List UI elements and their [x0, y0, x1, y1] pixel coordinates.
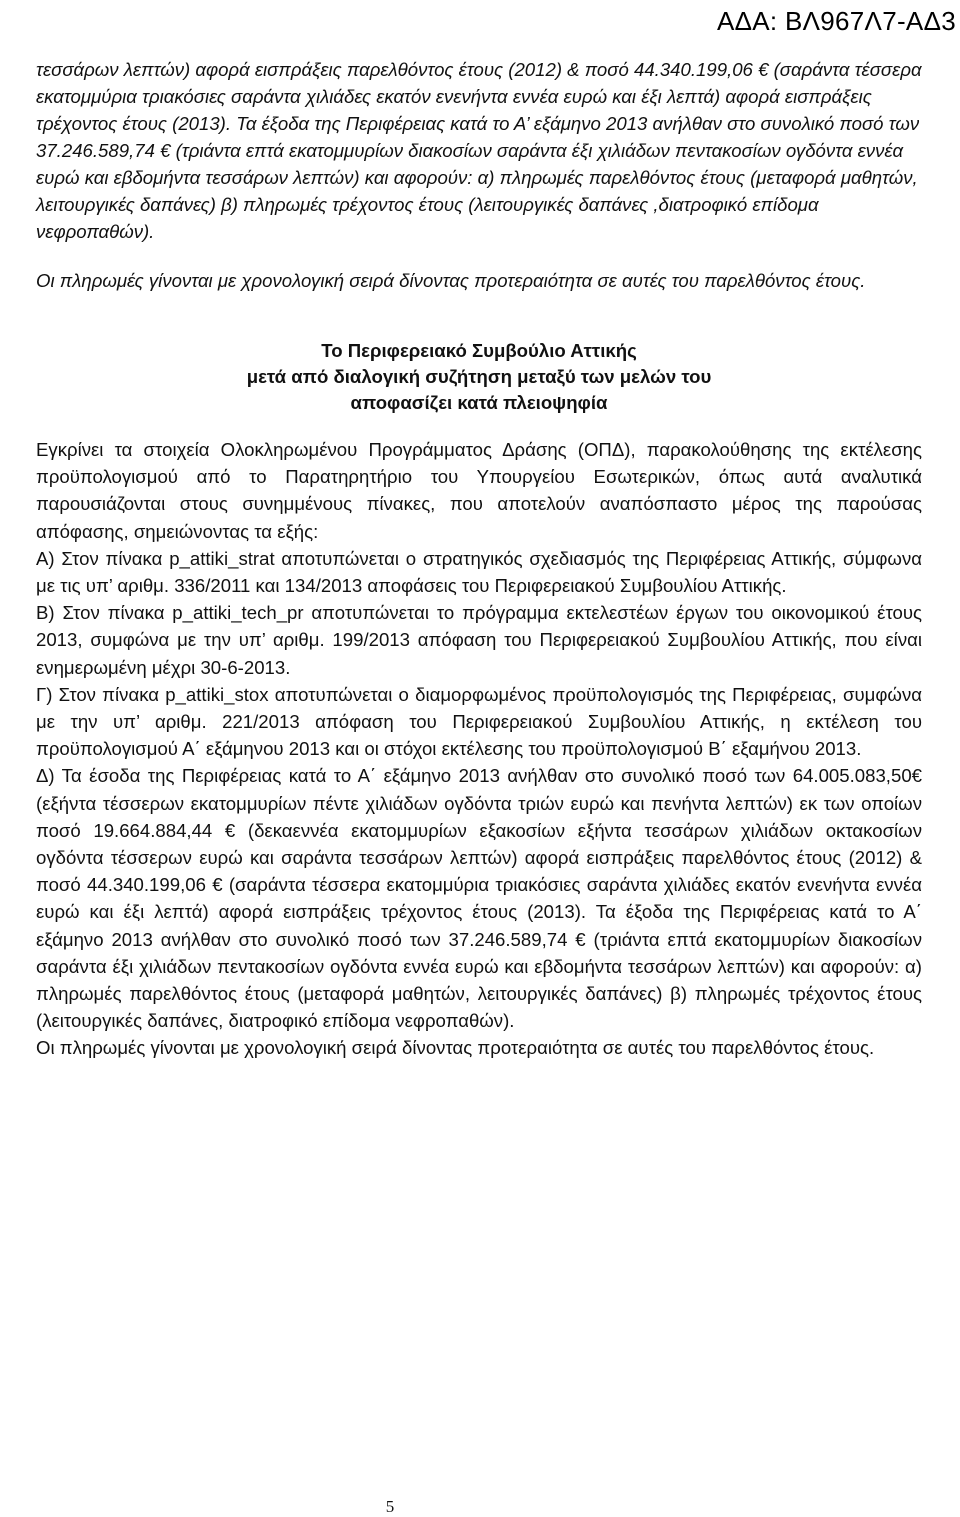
- page-number: 5: [385, 1497, 395, 1516]
- heading-line-3: αποφασίζει κατά πλειοψηφία: [350, 392, 608, 413]
- italic-section: [36, 56, 922, 294]
- decision-item-c: Γ) Στον πίνακα p_attiki_stox αποτυπώνεται ο διαμορφωμένος προϋπολογισμός της Περιφέρειας, συμφώνα με την υπ’ αριθμ. 221/2013 απόφαση του Περιφερειακού Συμβουλίου Αττικής, η εκτέλεση του προϋπολογισμού Α΄ εξάμηνου 2013 και οι στόχοι εκτέλεσης του προϋπολογισμού Β΄ εξαμήνου 2013.: [36, 683, 922, 760]
- decision-body: [36, 436, 922, 1062]
- heading-line-2: μετά από διαλογική συζήτηση μεταξύ των μελών του: [246, 366, 712, 387]
- decision-item-a: Α) Στον πίνακα p_attiki_strat αποτυπώνεται ο στρατηγικός σχεδιασμός της Περιφέρειας Αττικής, σύμφωνα με τις υπ’ αριθμ. 336/2011 και 134/2013 αποφάσεις του Περιφερειακού Συμβουλίου Αττικής.: [36, 547, 922, 597]
- ada-code: ΑΔΑ: ΒΛ967Λ7-ΑΔ3: [716, 6, 956, 36]
- decision-item-b: Β) Στον πίνακα p_attiki_tech_pr αποτυπώνεται το πρόγραμμα εκτελεστέων έργων του οικονομικού έτους 2013, συμφώνα με την υπ’ αριθμ. 199/2013 απόφαση του Περιφερειακού Συμβουλίου Αττικής, που είναι ενημερωμένη μέχρι 30-6-2013.: [36, 602, 922, 678]
- heading-line-1: Το Περιφερειακό Συμβούλιο Αττικής: [321, 340, 637, 361]
- decision-intro: Εγκρίνει τα στοιχεία Ολοκληρωμένου Προγράμματος Δράσης (ΟΠΔ), παρακολούθησης της εκτέλεσης προϋπολογισμού από το Παρατηρητήριο του Υπουργείου Εσωτερικών, όπως αυτά αναλυτικά παρουσιάζονται στους συνημμένους πίνακες, που αποτελούν αναπόσπαστο μέρος της παρούσας απόφασης, σημειώνοντας τα εξής:: [36, 439, 922, 542]
- decision-heading: [36, 338, 922, 416]
- italic-paragraph-1: τεσσάρων λεπτών) αφορά εισπράξεις παρελθόντος έτους (2012) & ποσό 44.340.199,06 € (σαράντα τέσσερα εκατομμύρια τριακόσιες σαράντα χιλιάδες εκατόν ενενήντα εννέα ευρώ και έξι λεπτά) αφορά εισπράξεις τρέχοντος έτους (2013). Τα έξοδα της Περιφέρειας κατά το Α’ εξάμηνο 2013 ανήλθαν στο συνολικό ποσό των 37.246.589,74 € (τριάντα επτά εκατομμυρίων διακοσίων σαράντα έξι χιλιάδων πεντακοσίων ογδόντα εννέα ευρώ και εβδομήντα τεσσάρων λεπτών) και αφορούν: α) πληρωμές παρελθόντος έτους (μεταφορά μαθητών, λειτουργικές δαπάνες) β) πληρωμές τρέχοντος έτους (λειτουργικές δαπάνες ,διατροφικό επίδομα νεφροπαθών).: [36, 59, 922, 242]
- decision-closing: Οι πληρωμές γίνονται με χρονολογική σειρά δίνοντας προτεραιότητα σε αυτές του παρελθόντος έτους.: [36, 1037, 875, 1059]
- italic-paragraph-2: Οι πληρωμές γίνονται με χρονολογική σειρά δίνοντας προτεραιότητα σε αυτές του παρελθόντος έτους.: [36, 270, 866, 291]
- document-page: [36, 56, 922, 1062]
- decision-item-d: Δ) Τα έσοδα της Περιφέρειας κατά το Α΄ εξάμηνο 2013 ανήλθαν στο συνολικό ποσό των 64.005.083,50€ (εξήντα τέσσερων εκατομμυρίων πέντε χιλιάδων ογδόντα τριών ευρώ και πενήντα λεπτών) εκ των οποίων ποσό 19.664.884,44 € (δεκαεννέα εκατομμυρίων εξακοσίων εξήντα τεσσάρων χιλιάδων οκτακοσίων ογδόντα τέσσερων ευρώ και σαράντα τεσσάρων λεπτών) αφορά εισπράξεις παρελθόντος έτους (2012) & ποσό 44.340.199,06 € (σαράντα τέσσερα εκατομμύρια τριακόσιες σαράντα χιλιάδες εκατόν ενενήντα εννέα ευρώ και έξι λεπτά) αφορά εισπράξεις τρέχοντος έτους (2013). Τα έξοδα της Περιφέρειας κατά το Α΄ εξάμηνο 2013 ανήλθαν στο συνολικό ποσό των 37.246.589,74 € (τριάντα επτά εκατομμυρίων διακοσίων σαράντα έξι χιλιάδων πεντακοσίων ογδόντα εννέα ευρώ και εβδομήντα τεσσάρων λεπτών) και αφορούν: α) πληρωμές παρελθόντος έτους (μεταφορά μαθητών, λειτουργικές δαπάνες) β) πληρωμές τρέχοντος έτους (λειτουργικές δαπάνες, διατροφικό επίδομα νεφροπαθών).: [36, 765, 922, 1032]
